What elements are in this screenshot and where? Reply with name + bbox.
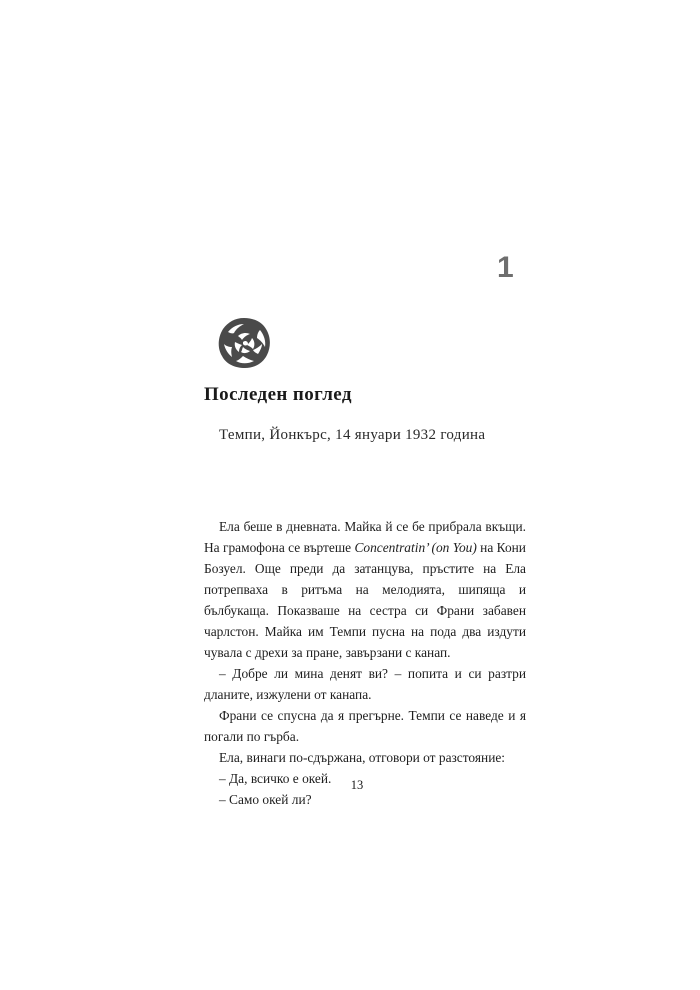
body-text bbox=[204, 516, 526, 810]
paragraph: Франи се спусна да я прегърне. Темпи се наведе и я погали по гърба. bbox=[204, 708, 526, 744]
paragraph: – Само окей ли? bbox=[219, 792, 312, 807]
chapter-title: Последен поглед bbox=[204, 384, 352, 405]
page-number: 13 bbox=[350, 778, 364, 792]
chapter-subtitle: Темпи, Йонкърс, 14 януари 1932 година bbox=[219, 427, 486, 443]
song-title: Concentratin’ (on You) bbox=[354, 540, 477, 555]
chapter-number: 1 bbox=[497, 251, 514, 284]
paragraph: Ела, винаги по-сдържана, отговори от разстояние: bbox=[219, 750, 506, 765]
rose-icon bbox=[216, 316, 272, 370]
paragraph: – Добре ли мина денят ви? – попита и си разтри дланите, изжулени от канапа. bbox=[204, 666, 526, 702]
paragraph: Ела беше в дневната. Майка й се бе прибрала вкъщи. На грамофона се въртеше Concentratin’ (on You) на Кони Бозуел. Още преди да затанцува, пръстите на Ела потрепваха в ритъма на мелодията, шипяща и бълбукаща. Показваше на сестра си Франи забавен чарлстон. Майка им Темпи пусна на пода два издути чувала с дрехи за пране, завързани с канап. bbox=[204, 519, 526, 660]
paragraph: – Да, всичко е окей. bbox=[219, 771, 332, 786]
